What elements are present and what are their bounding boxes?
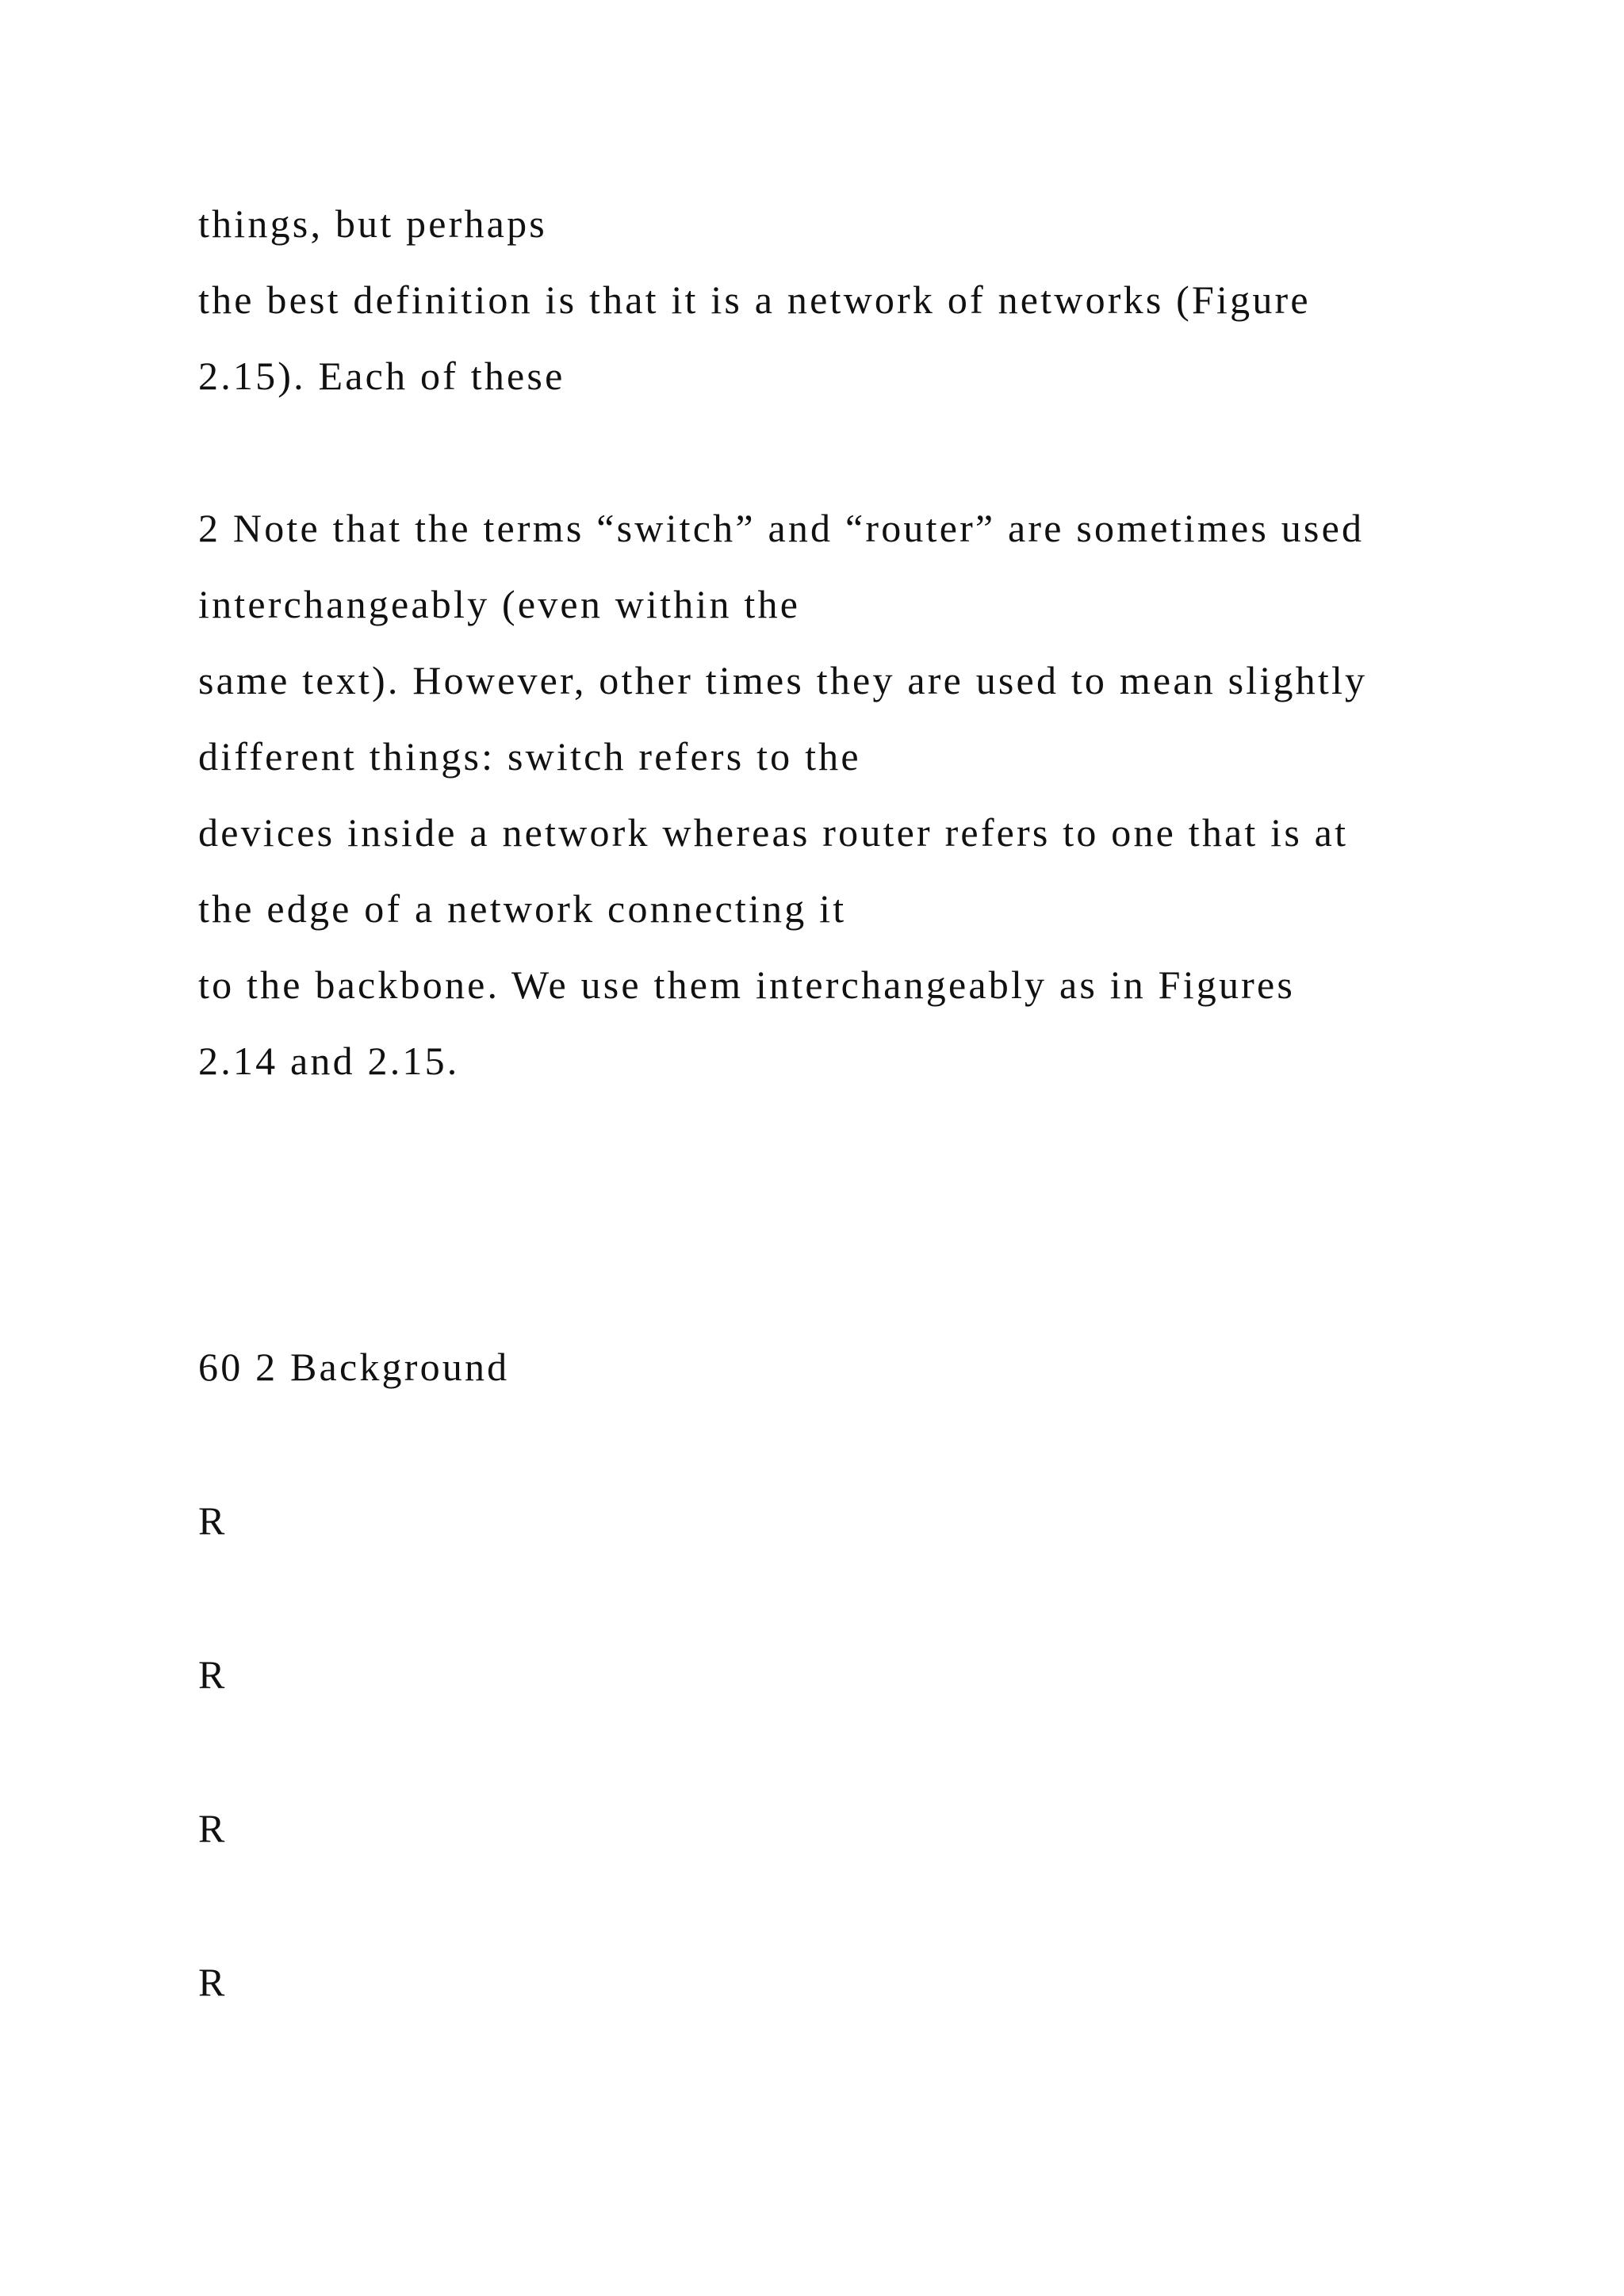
footnote-line: different things: switch refers to the	[198, 734, 861, 779]
footnote-line: 2 Note that the terms “switch” and “router” are sometimes used	[198, 506, 1365, 550]
footnote-line: to the backbone. We use them interchangeably as in Figures	[198, 962, 1296, 1007]
footnote-line: devices inside a network whereas router refers to one that is at	[198, 810, 1349, 855]
running-header: 60 2 Background	[198, 1345, 510, 1389]
figure-label: R	[198, 1960, 228, 2004]
figure-label: R	[198, 1652, 228, 1697]
body-text-line: 2.15). Each of these	[198, 354, 565, 398]
body-text-line: the best definition is that it is a network of networks (Figure	[198, 277, 1311, 322]
footnote-line: 2.14 and 2.15.	[198, 1039, 460, 1083]
figure-label: R	[198, 1498, 228, 1543]
footnote-line: the edge of a network connecting it	[198, 886, 847, 931]
figure-label: R	[198, 1806, 228, 1850]
footnote-line: interchangeably (even within the	[198, 582, 801, 626]
footnote-line: same text). However, other times they are used to mean slightly	[198, 658, 1368, 702]
body-text-line: things, but perhaps	[198, 201, 547, 246]
